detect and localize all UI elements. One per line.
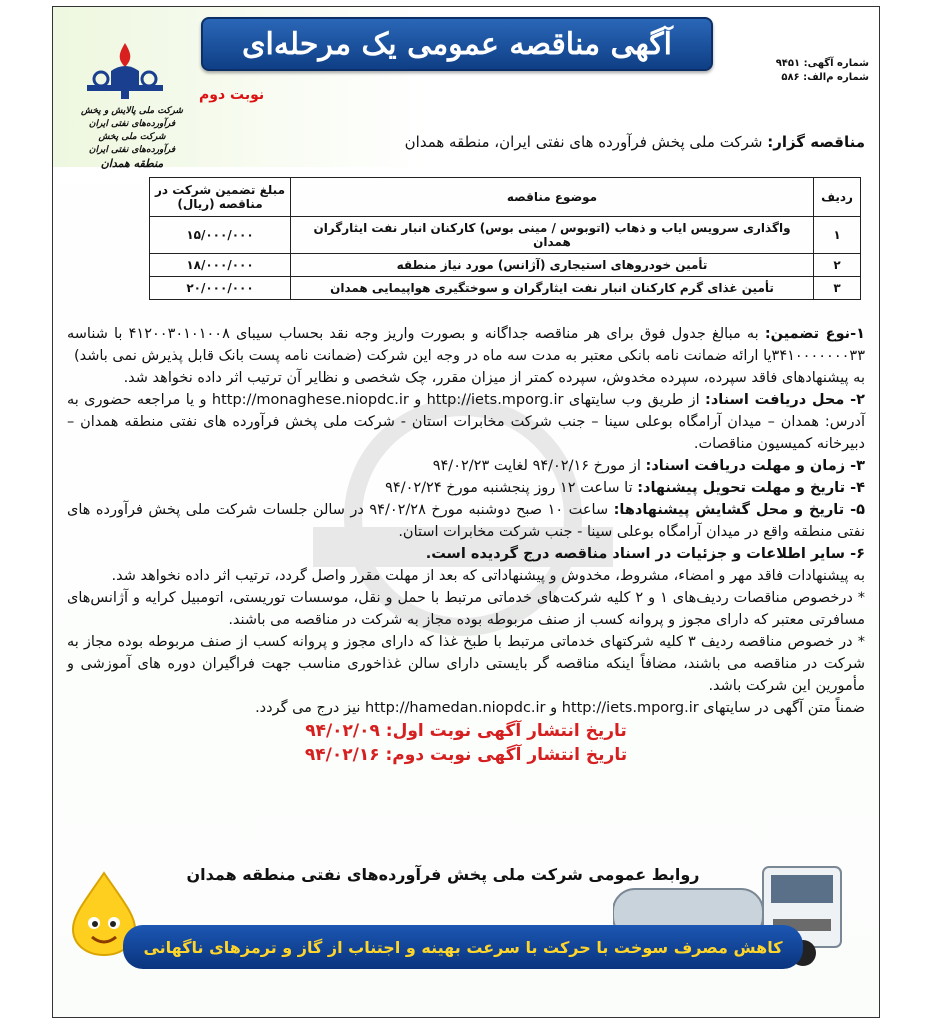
rejection-note: به پیشنهادات فاقد مهر و امضاء، مشروط، مخدوش و پیشنهاداتی که بعد از مهلت مقرر واصل گردد، ترتیب اثر داده نخواهد شد. (111, 568, 865, 584)
submission-text: تا ساعت ۱۲ روز پنجشنبه مورخ ۹۴/۰۲/۲۴ (385, 480, 633, 496)
public-relations-signature: روابط عمومی شرکت ملی پخش فرآورده‌های نفتی منطقه همدان (186, 865, 700, 884)
opening-text: ساعت ۱۰ صبح دوشنبه مورخ ۹۴/۰۲/۲۸ در سالن جلسات شرکت ملی پخش فرآورده های نفتی منطقه واقع در میدان آرامگاه بوعلی سینا - جنب شرکت مخابرات استان. (67, 502, 865, 540)
col-header-no: ردیف (814, 178, 861, 217)
other-info-paragraph (67, 543, 865, 565)
logo-text-3: منطقه همدان (100, 157, 164, 170)
tender-value: شرکت ملی پخش فرآورده های نفتی ایران، منطقه همدان (404, 133, 763, 151)
cell-subject: واگذاری سرویس ایاب و ذهاب (اتوبوس / مینی بوس) کارکنان انبار نفت ایثارگران همدان (291, 217, 814, 254)
ad-number-block (776, 57, 869, 85)
cell-subject: تأمین خودروهای استیجاری (آژانس) مورد نیاز منطقه (291, 254, 814, 277)
ad-body (67, 323, 865, 767)
cell-amount: ۲۰/۰۰۰/۰۰۰ (150, 277, 291, 300)
ad-number: شماره آگهی: ۹۴۵۱ (775, 58, 869, 69)
documents-location-label: ۲- محل دریافت اسناد: (705, 392, 866, 408)
cell-no: ۳ (814, 277, 861, 300)
publish-date-first: تاریخ انتشار آگهی نوبت اول: ۹۴/۰۲/۰۹ (305, 721, 627, 741)
slogan-banner (123, 925, 803, 969)
publish-date-second: تاریخ انتشار آگهی نوبت دوم: ۹۴/۰۲/۱۶ (304, 745, 628, 765)
cell-amount: ۱۸/۰۰۰/۰۰۰ (150, 254, 291, 277)
ad-number-2: شماره م‌الف: ۵۸۶ (781, 72, 869, 83)
logo-text (77, 105, 187, 170)
documents-location-text: از طریق وب سایتهای http://iets.mporg.ir و http://monaghese.niopdc.ir و یا مراجعه حضوری به آدرس: همدان – میدان آرامگاه بوعلی سینا – جنب شرکت مخابرات استان - شرکت ملی پخش فرآورده های نفتی منطقه همدان – دبیرخانه کمیسیون مناقصات. (67, 392, 865, 452)
tender-organizer (405, 133, 865, 151)
slogan-text: کاهش مصرف سوخت با حرکت با سرعت بهینه و اجتناب از گاز و ترمزهای ناگهانی (143, 937, 783, 957)
guarantee-label: ۱-نوع تضمین: (764, 326, 865, 342)
guarantee-note: به پیشنهادهای فاقد سپرده، سپرده مخدوش، سپرده کمتر از میزان مقرر، چک شخصی و نظایر آن ترتیب اثر داده نخواهد شد. (123, 370, 865, 386)
table-row (150, 254, 861, 277)
submission-label: ۴- تاریخ و مهلت تحویل پیشنهاد: (637, 480, 865, 496)
guarantee-text: به مبالغ جدول فوق برای هر مناقصه جداگانه و بصورت واریز وجه نقد بحساب سیبای ۴۱۲۰۰۳۰۱۰۱۰۰۸ با شناسه ۳۴۱۰۰۰۰۰۰۰۳۳یا ارائه ضمانت نامه بانکی معتبر به مدت سه ماه در وجه این شرکت (ضمانت نامه پست بانک قابل پذیرش نمی باشد) (67, 326, 865, 364)
documents-time-text: از مورخ ۹۴/۰۲/۱۶ لغایت ۹۴/۰۲/۲۳ (432, 458, 641, 474)
table-header-row (150, 178, 861, 217)
guarantee-paragraph (67, 323, 865, 367)
cell-no: ۲ (814, 254, 861, 277)
documents-time-paragraph (67, 455, 865, 477)
cell-no: ۱ (814, 217, 861, 254)
round-label: نوبت دوم (199, 87, 265, 103)
col-header-amount: مبلغ تضمین شرکت در مناقصه (ریال) (150, 178, 291, 217)
logo-text-2: شرکت ملی پخش فرآورده‌های نفتی ایران (88, 132, 176, 155)
row-3-note: * در خصوص مناقصه ردیف ۳ کلیه شرکتهای خدماتی مرتبط با طبخ غذا که دارای مجوز و پروانه کسب از صنف مربوطه بوده مجاز به شرکت در مناقصه می باشند، مضافاً اینکه مناقصه گر بایستی دارای سالن غذاخوری مناسب جهت فراگیران دوره های آموزشی و مأمورین این شرکت باشد. (67, 634, 865, 694)
company-logo-icon (81, 41, 169, 101)
documents-time-label: ۳- زمان و مهلت دریافت اسناد: (645, 458, 865, 474)
page-title: آگهی مناقصه عمومی یک مرحله‌ای (242, 26, 672, 62)
table-row (150, 217, 861, 254)
documents-location-paragraph (67, 389, 865, 455)
websites-note: ضمناً متن آگهی در سایتهای http://iets.mporg.ir و http://hamedan.niopdc.ir نیز درج می گردد. (255, 700, 865, 716)
opening-label: ۵- تاریخ و محل گشایش پیشنهادها: (613, 502, 865, 518)
tender-label: مناقصه گزار: (767, 133, 865, 151)
submission-paragraph (67, 477, 865, 499)
rows-1-2-note: * درخصوص مناقصات ردیف‌های ۱ و ۲ کلیه شرکت‌های خدماتی مرتبط با حمل و نقل، موسسات توریستی، اتومبیل کرایه و آژانس‌های مسافرتی معتبر که دارای مجوز و پروانه کسب از صنف مربوطه بوده مجاز به شرکت در مناقصه می باشند. (67, 590, 865, 628)
cell-subject: تأمین غذای گرم کارکنان انبار نفت ایثارگران و سوختگیری هواپیمایی همدان (291, 277, 814, 300)
opening-paragraph (67, 499, 865, 543)
title-banner (201, 17, 713, 71)
advertisement-frame (52, 6, 880, 1018)
col-header-subject: موضوع مناقصه (291, 178, 814, 217)
other-info-label: ۶- سایر اطلاعات و جزئیات در اسناد مناقصه درج گردیده است. (425, 546, 865, 562)
cell-amount: ۱۵/۰۰۰/۰۰۰ (150, 217, 291, 254)
table-row (150, 277, 861, 300)
tender-table (149, 177, 861, 300)
logo-text-1: شرکت ملی پالایش و پخش فرآورده‌های نفتی ایران (81, 106, 183, 129)
